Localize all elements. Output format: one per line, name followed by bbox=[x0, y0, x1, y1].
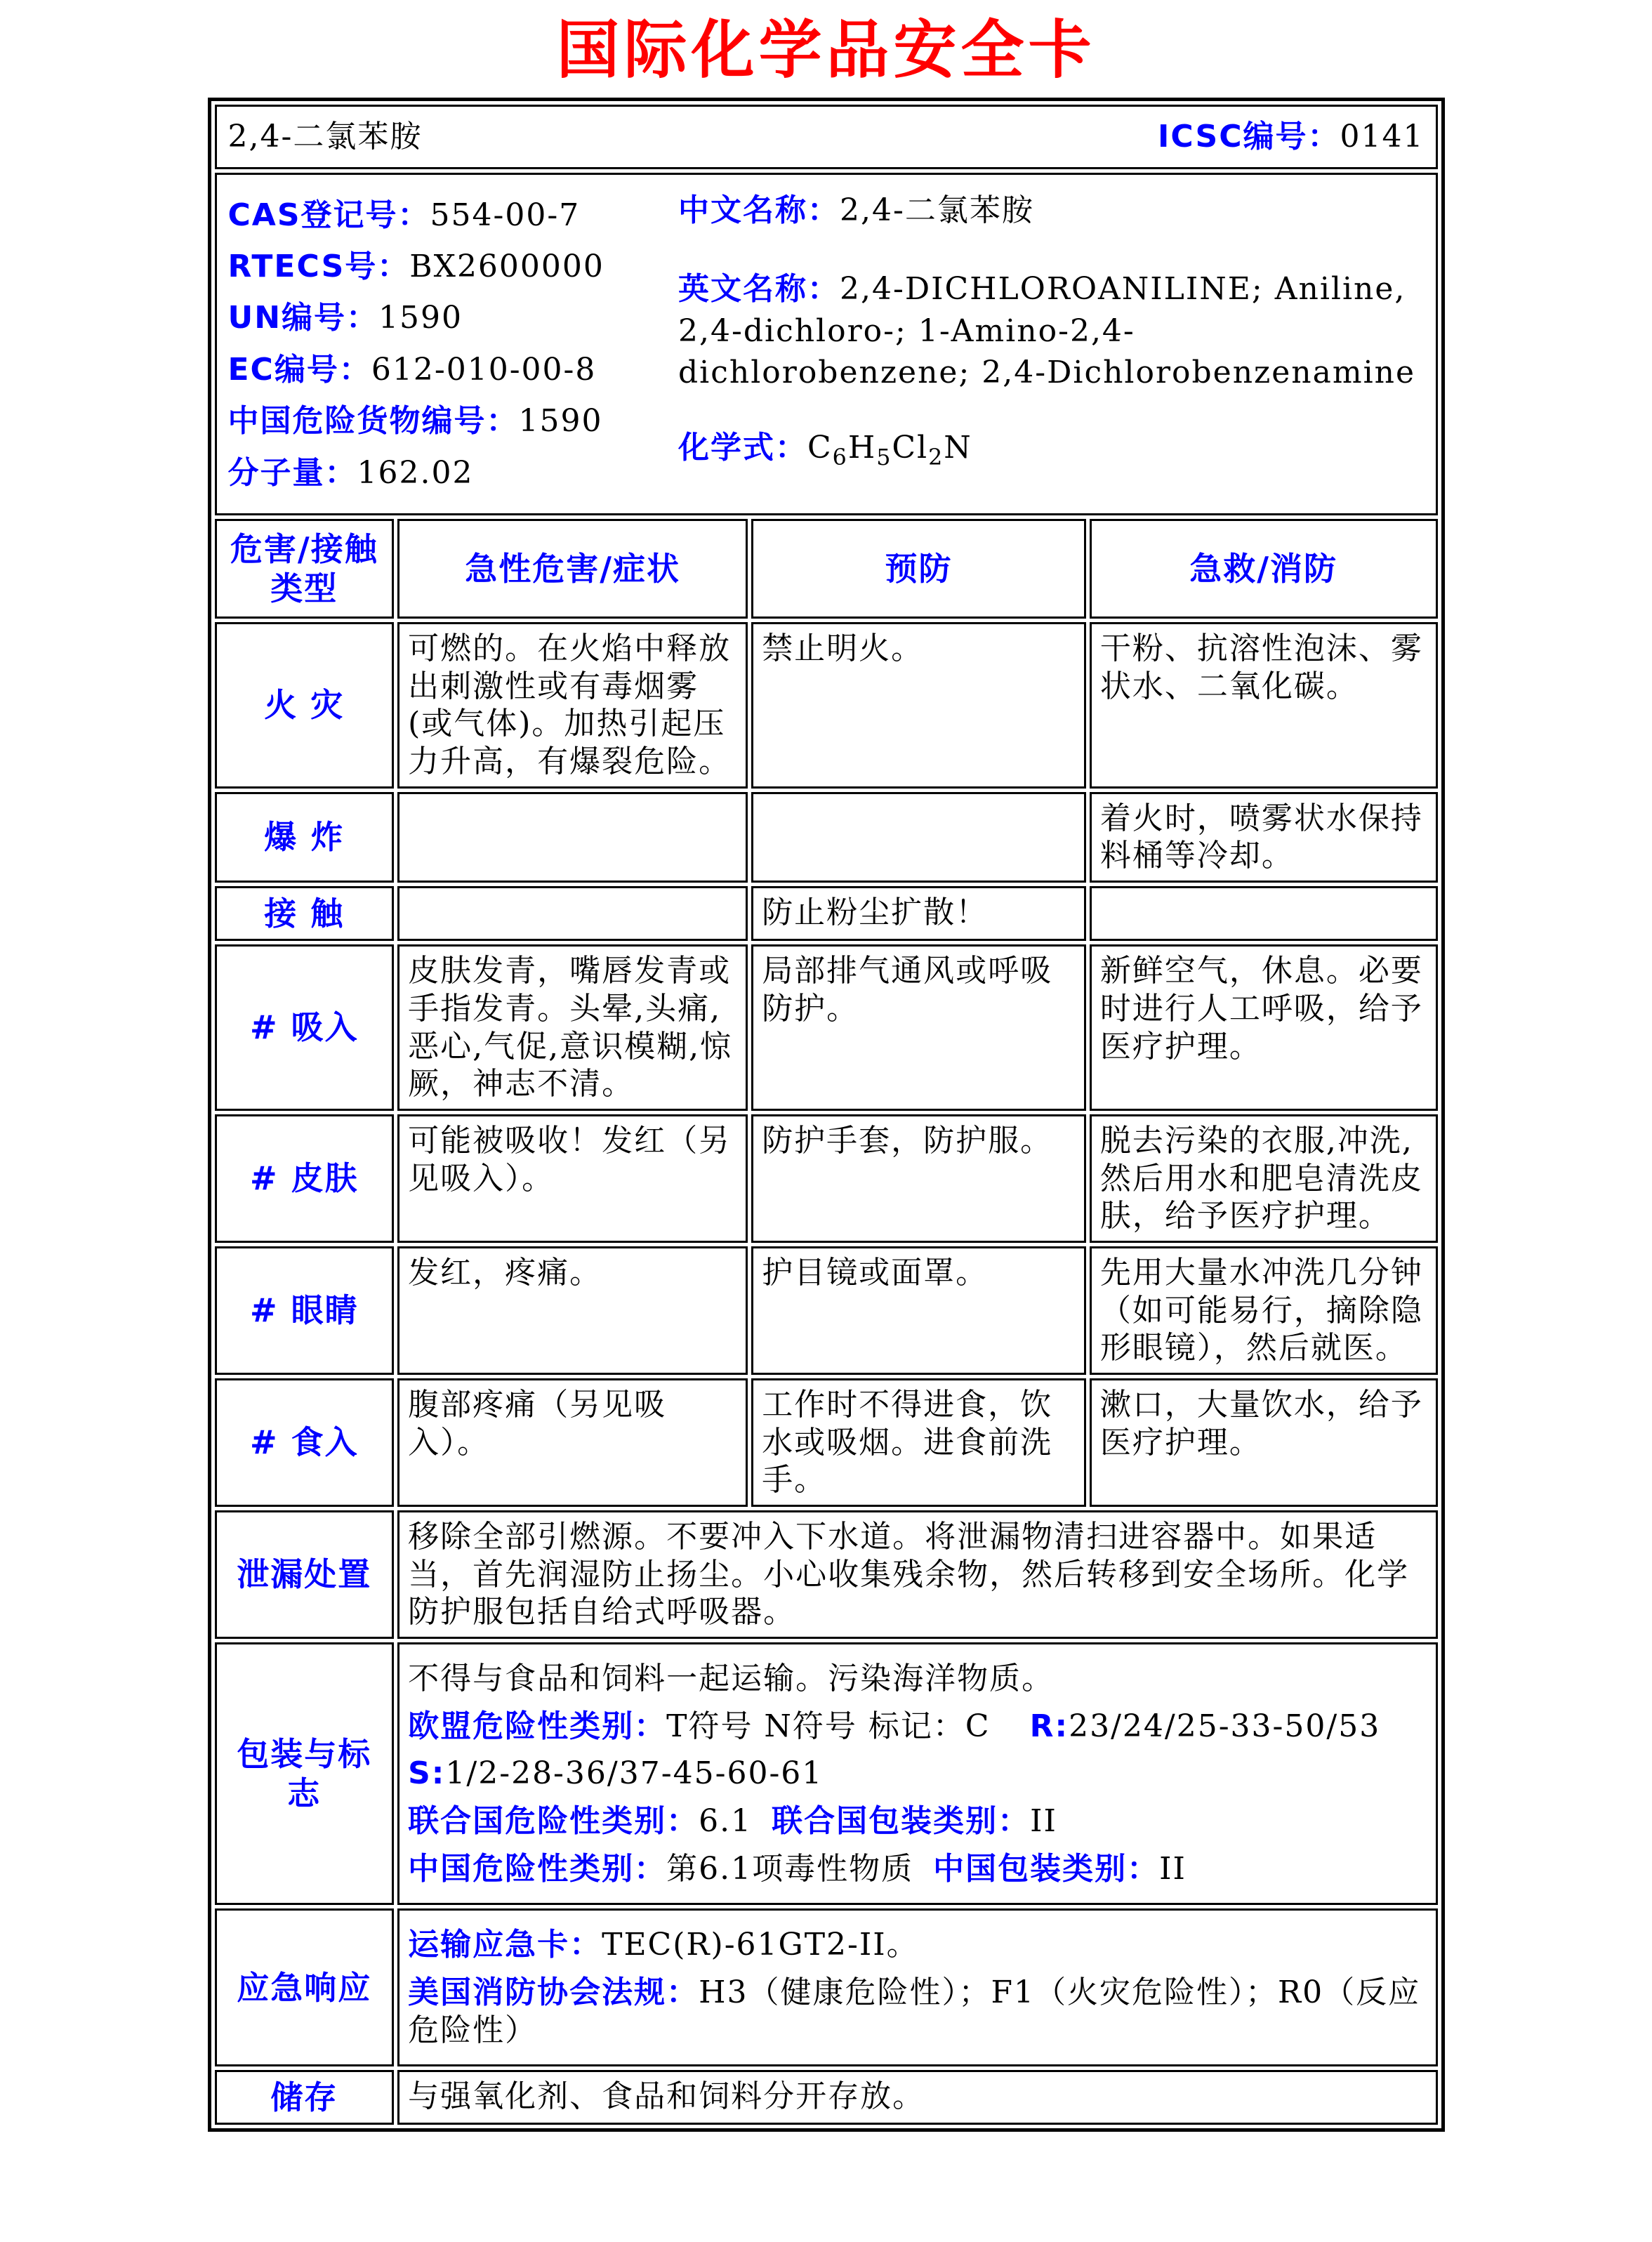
packaging-content bbox=[397, 1642, 1437, 1905]
cas-value: 554-00-7 bbox=[430, 197, 581, 233]
icsc-label: ICSC编号： bbox=[1158, 119, 1340, 154]
china-packing-group-label: 中国包装类别： bbox=[933, 1850, 1160, 1887]
column-header-response: 急救/消防 bbox=[1090, 519, 1438, 619]
china-dg-value: 1590 bbox=[518, 403, 603, 440]
cas-label: CAS登记号： bbox=[227, 197, 430, 233]
skin-symptoms: 可能被吸收！发红（另见吸入）。 bbox=[397, 1114, 748, 1243]
s-phrases-label: S: bbox=[408, 1755, 446, 1792]
eu-classification-line bbox=[408, 1708, 1427, 1746]
eu-classification-value: T符号 N符号 标记：C bbox=[666, 1708, 991, 1744]
column-header-symptoms: 急性危害/症状 bbox=[397, 519, 748, 619]
china-dg-number-line bbox=[228, 400, 676, 442]
eyes-prevention: 护目镜或面罩。 bbox=[751, 1246, 1086, 1375]
english-name-line bbox=[678, 268, 1425, 393]
china-dg-label: 中国危险货物编号： bbox=[227, 403, 519, 440]
table-row-fire bbox=[215, 622, 1438, 789]
exposure-symptoms bbox=[397, 886, 748, 941]
chemical-formula-value: $C_6H_5Cl_2N$ bbox=[807, 429, 972, 470]
chemical-formula-label: 化学式： bbox=[678, 429, 807, 466]
china-hazard-class-label: 中国危险性类别： bbox=[408, 1850, 667, 1887]
nfpa-code-line bbox=[408, 1974, 1427, 2049]
storage-row-label: 储存 bbox=[215, 2070, 395, 2125]
inhalation-prevention: 局部排气通风或呼吸防护。 bbox=[751, 944, 1086, 1111]
inhalation-symptoms: 皮肤发青，嘴唇发青或手指发青。头晕,头痛,恶心,气促,意识模糊,惊厥，神志不清。 bbox=[397, 944, 748, 1111]
exposure-prevention: 防止粉尘扩散！ bbox=[751, 886, 1086, 941]
transport-emergency-card-value: TEC(R)-61GT2-II。 bbox=[602, 1927, 919, 1963]
rtecs-value: BX2600000 bbox=[409, 249, 604, 285]
hazard-row-label: 爆 炸 bbox=[215, 792, 395, 883]
explosion-prevention bbox=[751, 792, 1086, 883]
un-packing-group-value: II bbox=[1030, 1802, 1057, 1839]
ingestion-response: 漱口，大量饮水，给予医疗护理。 bbox=[1090, 1378, 1438, 1507]
r-phrases-label: R: bbox=[1029, 1708, 1069, 1744]
hazard-row-label: 接 触 bbox=[215, 886, 395, 941]
emergency-row-label: 应急响应 bbox=[215, 1908, 395, 2066]
hazard-row-label: 火 灾 bbox=[215, 622, 395, 789]
un-value: 1590 bbox=[378, 300, 463, 336]
inhalation-response: 新鲜空气，休息。必要时进行人工呼吸，给予医疗护理。 bbox=[1090, 944, 1438, 1111]
table-row-packaging bbox=[215, 1642, 1438, 1905]
icsc-number: 0141 bbox=[1340, 119, 1425, 154]
table-row bbox=[215, 105, 1438, 169]
transport-emergency-card-line bbox=[408, 1926, 1427, 1964]
fire-prevention: 禁止明火。 bbox=[751, 622, 1086, 789]
china-classification-line bbox=[408, 1850, 1427, 1888]
cas-number-line bbox=[228, 194, 676, 236]
chinese-name-line bbox=[678, 192, 1425, 230]
eyes-symptoms: 发红，疼痛。 bbox=[397, 1246, 748, 1375]
fire-symptoms: 可燃的。在火焰中释放出刺激性或有毒烟雾(或气体)。加热引起压力升高，有爆裂危险。 bbox=[397, 622, 748, 789]
spill-text: 移除全部引燃源。不要冲入下水道。将泄漏物清扫进容器中。如果适当，首先润湿防止扬尘。小心收集残余物，然后转移到安全场所。化学防护服包括自给式呼吸器。 bbox=[397, 1510, 1437, 1639]
emergency-content bbox=[397, 1908, 1437, 2066]
un-classification-line bbox=[408, 1802, 1427, 1840]
table-row-storage bbox=[215, 2070, 1438, 2125]
un-label: UN编号： bbox=[227, 300, 379, 336]
names-column bbox=[675, 185, 1425, 503]
hazard-row-label: # 吸入 bbox=[215, 944, 395, 1111]
table-row-eyes bbox=[215, 1246, 1438, 1375]
rtecs-label: RTECS号： bbox=[227, 249, 410, 285]
rtecs-number-line bbox=[228, 246, 676, 287]
ingestion-symptoms: 腹部疼痛（另见吸入）。 bbox=[397, 1378, 748, 1507]
china-packing-group-value: II bbox=[1159, 1850, 1187, 1887]
r-phrases-value: 23/24/25-33-50/53 bbox=[1069, 1708, 1381, 1744]
table-row-inhalation bbox=[215, 944, 1438, 1111]
s-phrases-value: 1/2-28-36/37-45-60-61 bbox=[445, 1755, 824, 1792]
un-hazard-class-value: 6.1 bbox=[699, 1802, 753, 1839]
column-header-hazard-type: 危害/接触类型 bbox=[215, 519, 395, 619]
s-phrases-line bbox=[408, 1755, 1427, 1793]
china-hazard-class-value: 第6.1项毒性物质 bbox=[666, 1850, 914, 1887]
safety-card-table bbox=[208, 98, 1445, 2132]
eyes-response: 先用大量水冲洗几分钟（如可能易行，摘除隐形眼镜），然后就医。 bbox=[1090, 1246, 1438, 1375]
hazard-row-label: # 眼睛 bbox=[215, 1246, 395, 1375]
table-row-exposure bbox=[215, 886, 1438, 941]
eu-classification-label: 欧盟危险性类别： bbox=[408, 1708, 667, 1744]
icsc-number-group bbox=[1158, 118, 1424, 156]
hazard-row-label: # 食入 bbox=[215, 1378, 395, 1507]
packaging-row-label: 包装与标志 bbox=[215, 1642, 395, 1905]
identifiers-names-row bbox=[228, 185, 1425, 503]
skin-response: 脱去污染的衣服,冲洗,然后用水和肥皂清洗皮肤，给予医疗护理。 bbox=[1090, 1114, 1438, 1243]
explosion-response: 着火时，喷雾状水保持料桶等冷却。 bbox=[1090, 792, 1438, 883]
transport-emergency-card-label: 运输应急卡： bbox=[408, 1927, 602, 1963]
un-number-line bbox=[228, 297, 676, 338]
nfpa-code-value: H3（健康危险性）；F1（火灾危险性）；R0（反应危险性） bbox=[408, 1974, 1421, 2048]
packaging-transport-note: 不得与食品和饲料一起运输。污染海洋物质。 bbox=[408, 1660, 1055, 1696]
un-packing-group-label: 联合国包装类别： bbox=[772, 1802, 1031, 1839]
table-row-spill bbox=[215, 1510, 1438, 1639]
english-name-label: 英文名称： bbox=[678, 271, 840, 308]
card-header-row bbox=[228, 118, 1425, 156]
chinese-name-value: 2,4-二氯苯胺 bbox=[840, 192, 1034, 228]
nfpa-code-label: 美国消防协会法规： bbox=[408, 1974, 699, 2010]
explosion-symptoms bbox=[397, 792, 748, 883]
table-row-skin bbox=[215, 1114, 1438, 1243]
hazard-row-label: # 皮肤 bbox=[215, 1114, 395, 1243]
ingestion-prevention: 工作时不得进食，饮水或吸烟。进食前洗手。 bbox=[751, 1378, 1086, 1507]
ec-value: 612-010-00-8 bbox=[371, 351, 597, 388]
molecular-weight-value: 162.02 bbox=[357, 454, 474, 491]
exposure-response bbox=[1090, 886, 1438, 941]
page-title: 国际化学品安全卡 bbox=[556, 13, 1096, 87]
fire-response: 干粉、抗溶性泡沫、雾状水、二氧化碳。 bbox=[1090, 622, 1438, 789]
storage-text: 与强氧化剂、食品和饲料分开存放。 bbox=[397, 2070, 1437, 2125]
table-row-emergency bbox=[215, 1908, 1438, 2066]
molecular-weight-line bbox=[228, 452, 676, 494]
table-row-ingestion bbox=[215, 1378, 1438, 1507]
english-name-value: 2,4-DICHLOROANILINE; Aniline, 2,4-dichloro-; 1-Amino-2,4-dichlorobenzene; 2,4-Dichlorobenzenamine bbox=[678, 271, 1416, 391]
table-row bbox=[215, 173, 1438, 515]
chemical-formula-line bbox=[678, 429, 1425, 471]
table-header-row bbox=[215, 519, 1438, 619]
identifiers-column bbox=[228, 185, 676, 503]
chinese-name-label: 中文名称： bbox=[678, 192, 840, 228]
ec-number-line bbox=[228, 349, 676, 390]
substance-name: 2,4-二氯苯胺 bbox=[227, 119, 423, 154]
column-header-prevention: 预防 bbox=[751, 519, 1086, 619]
ec-label: EC编号： bbox=[227, 351, 371, 388]
skin-prevention: 防护手套，防护服。 bbox=[751, 1114, 1086, 1243]
un-hazard-class-label: 联合国危险性类别： bbox=[408, 1802, 699, 1839]
table-row-explosion bbox=[215, 792, 1438, 883]
spill-row-label: 泄漏处置 bbox=[215, 1510, 395, 1639]
molecular-weight-label: 分子量： bbox=[227, 454, 357, 491]
